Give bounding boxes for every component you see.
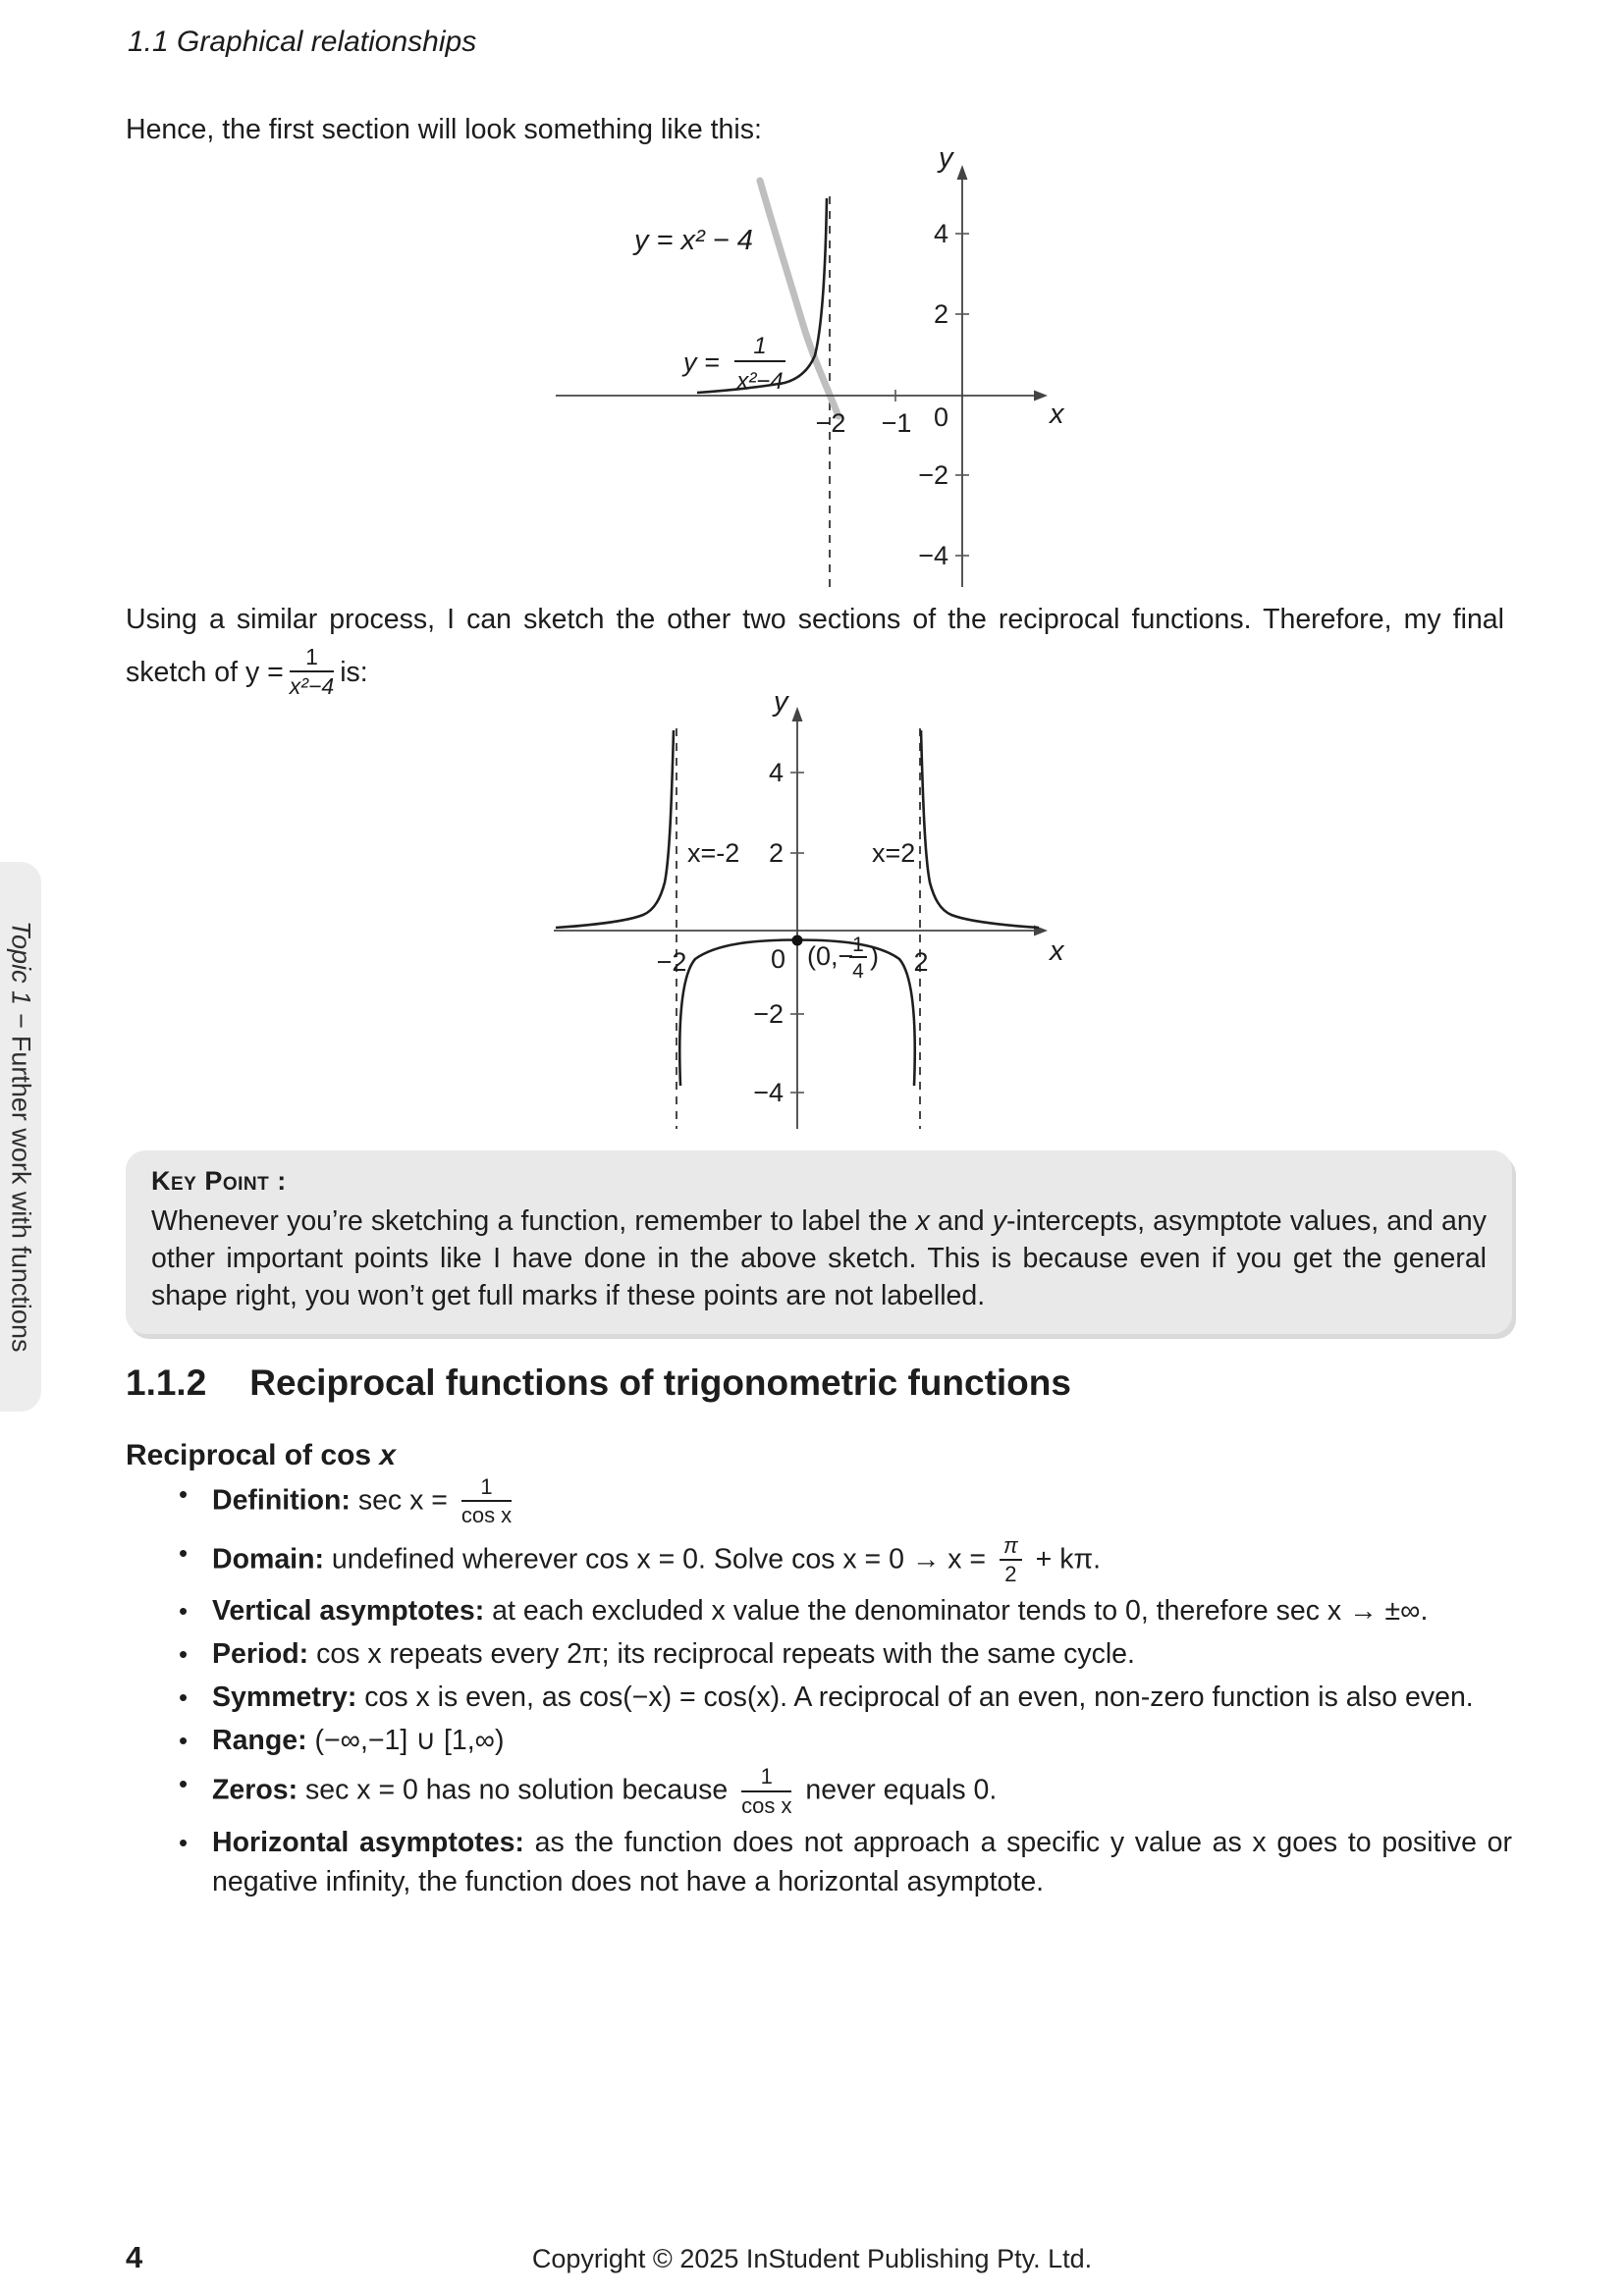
- topic-sidebar-text: [6, 921, 36, 1352]
- bullet-text: as the function does not approach a specific y value as x goes to positive or negative infinity, the function does not have a horizontal asymptote.: [212, 1827, 1512, 1898]
- fig2-point-label-post: ): [870, 941, 879, 971]
- key-point-title: Key Point :: [151, 1166, 287, 1196]
- bullet-text: cos x is even, as cos(−x) = cos(x). A reciprocal of an even, non-zero function is also even.: [364, 1682, 1474, 1714]
- bullet-label: Period:: [212, 1638, 309, 1671]
- subsection-title-var: x: [379, 1439, 397, 1471]
- key-point-text-mid: and: [929, 1205, 993, 1237]
- fraction-numerator: 1: [290, 644, 334, 672]
- sec-x-properties-list: [126, 1474, 1512, 1905]
- fig2-y-axis-label: y: [774, 687, 788, 718]
- bullet-text: sec x =: [357, 1484, 448, 1517]
- bullet-text: cos x repeats every 2π; its reciprocal repeats with the same cycle.: [316, 1638, 1135, 1671]
- key-point-box: [126, 1150, 1512, 1334]
- fig1-ytick-label-2: 2: [933, 299, 948, 329]
- bullet-label: Vertical asymptotes:: [212, 1595, 485, 1628]
- section-number: 1.1.2: [126, 1362, 207, 1403]
- transition-paragraph-line1: Using a similar process, I can sketch the other two sections of the reciprocal functions. Therefore, my final: [126, 604, 1504, 635]
- fig2-point-label-pre: (0,−: [807, 941, 854, 971]
- fig1-y-axis-label: y: [939, 147, 953, 174]
- inline-fraction: [741, 1764, 791, 1819]
- topic-sidebar-tab: [0, 862, 41, 1412]
- running-head: 1.1 Graphical relationships: [128, 26, 477, 58]
- list-item-definition: [126, 1474, 1512, 1529]
- fig2-right-branch-curve: [921, 730, 1039, 928]
- list-item-horizontal-asymptotes: [126, 1823, 1512, 1901]
- fraction-numerator: π: [1000, 1533, 1022, 1561]
- fig1-xtick-label-neg1: −1: [881, 408, 912, 438]
- key-point-text-2: -intercepts, asymptote values, and any other important points like I have done in the above sketch. This is because even if you get the general shape right, you won’t get full marks if these points are not labelled.: [151, 1205, 1487, 1311]
- fig2-asymptote-left-label: x=-2: [687, 838, 740, 868]
- fig2-y-axis-arrow: [792, 707, 803, 721]
- key-point-var-x: x: [915, 1205, 930, 1237]
- inline-fraction: [1000, 1533, 1022, 1588]
- key-point-text-1: Whenever you’re sketching a function, remember to label the: [151, 1205, 916, 1237]
- copyright-notice: Copyright © 2025 InStudent Publishing Pty. Ltd.: [531, 2244, 1093, 2273]
- transition-paragraph: [126, 599, 1504, 701]
- fig1-ytick-label-neg4: −4: [918, 541, 948, 570]
- bullet-text: sec x = 0 has no solution because: [305, 1774, 729, 1806]
- intro-paragraph: Hence, the first section will look something like this:: [126, 114, 762, 145]
- figure-first-section-sketch: [540, 147, 1075, 614]
- subsection-heading: [126, 1439, 396, 1472]
- fig2-ytick-label-neg4: −4: [753, 1078, 784, 1107]
- fig2-ytick-label-neg2: −2: [753, 999, 784, 1029]
- fig2-left-branch-curve: [556, 730, 674, 928]
- fig1-origin-label: 0: [933, 402, 948, 432]
- section-title: Reciprocal functions of trigonometric functions: [249, 1362, 1071, 1403]
- bullet-label: Zeros:: [212, 1774, 298, 1806]
- inline-fraction: [290, 644, 334, 701]
- transition-line2-post: is:: [340, 657, 368, 689]
- topic-sidebar-subject: Further work with functions: [6, 1036, 36, 1353]
- subsection-title-text: Reciprocal of cos: [126, 1439, 380, 1471]
- page-number: 4: [126, 2240, 143, 2274]
- topic-sidebar-topic: Topic 1 −: [6, 921, 36, 1037]
- fig1-curve2-label-pre: y =: [683, 347, 720, 377]
- bullet-label: Range:: [212, 1725, 307, 1757]
- fraction-numerator: 1: [461, 1474, 512, 1502]
- fig2-ytick-label-2: 2: [768, 838, 784, 868]
- fig2-x-axis-label: x: [1050, 935, 1064, 967]
- bullet-text-post: never equals 0.: [805, 1774, 998, 1806]
- fraction-denominator: 2: [1004, 1561, 1017, 1586]
- fig1-xtick-label-neg2: −2: [815, 408, 846, 438]
- bullet-text: undefined wherever cos x = 0. Solve cos x = 0 → x =: [331, 1543, 987, 1575]
- fig2-xtick-label-neg2: −2: [656, 947, 687, 977]
- key-point-body: [151, 1202, 1487, 1314]
- fig1-ytick-label-neg2: −2: [918, 460, 948, 490]
- list-item-period: [126, 1634, 1512, 1674]
- fig2-ytick-label-4: 4: [768, 758, 784, 787]
- fig1-y-axis-arrow: [957, 165, 968, 180]
- fig1-x-axis-label: x: [1050, 399, 1064, 430]
- list-item-domain: [126, 1533, 1512, 1588]
- fig1-x-axis-arrow: [1034, 391, 1048, 401]
- inline-fraction: [461, 1474, 512, 1529]
- fig2-point-label-numerator: 1: [852, 934, 864, 956]
- fraction-denominator: cos x: [741, 1792, 792, 1818]
- figure-final-sketch: [540, 687, 1075, 1153]
- bullet-label: Horizontal asymptotes:: [212, 1827, 524, 1859]
- fig2-point-label-denominator: 4: [852, 960, 864, 983]
- fig1-curve1-label: y = x² − 4: [634, 225, 753, 256]
- fraction-denominator: x²−4: [289, 673, 335, 700]
- fig1-curve2-label-numerator: 1: [753, 333, 767, 359]
- bullet-text-post: + kπ.: [1035, 1543, 1102, 1575]
- fig2-asymptote-right-label: x=2: [872, 838, 916, 868]
- transition-line2-pre: sketch of y =: [126, 657, 284, 689]
- fraction-denominator: cos x: [460, 1503, 513, 1528]
- list-item-zeros: [126, 1764, 1512, 1819]
- list-item-vertical-asymptotes: [126, 1591, 1512, 1630]
- bullet-label: Domain:: [212, 1543, 324, 1575]
- fig1-ytick-label-4: 4: [933, 219, 948, 248]
- section-heading: [126, 1362, 1071, 1404]
- bullet-label: Definition:: [212, 1484, 351, 1517]
- fig2-y-intercept-point: [792, 935, 803, 946]
- key-point-var-y: y: [992, 1205, 1007, 1237]
- bullet-text: (−∞,−1] ∪ [1,∞): [314, 1725, 505, 1757]
- fig2-origin-label: 0: [770, 944, 785, 974]
- bullet-label: Symmetry:: [212, 1682, 357, 1714]
- fig2-xtick-label-2: 2: [913, 947, 929, 977]
- list-item-range: [126, 1721, 1512, 1760]
- bullet-text: at each excluded x value the denominator tends to 0, therefore sec x → ±∞.: [492, 1595, 1429, 1628]
- list-item-symmetry: [126, 1678, 1512, 1717]
- fraction-numerator: 1: [741, 1764, 791, 1791]
- fig1-curve2-label-denominator: x²−4: [736, 368, 784, 395]
